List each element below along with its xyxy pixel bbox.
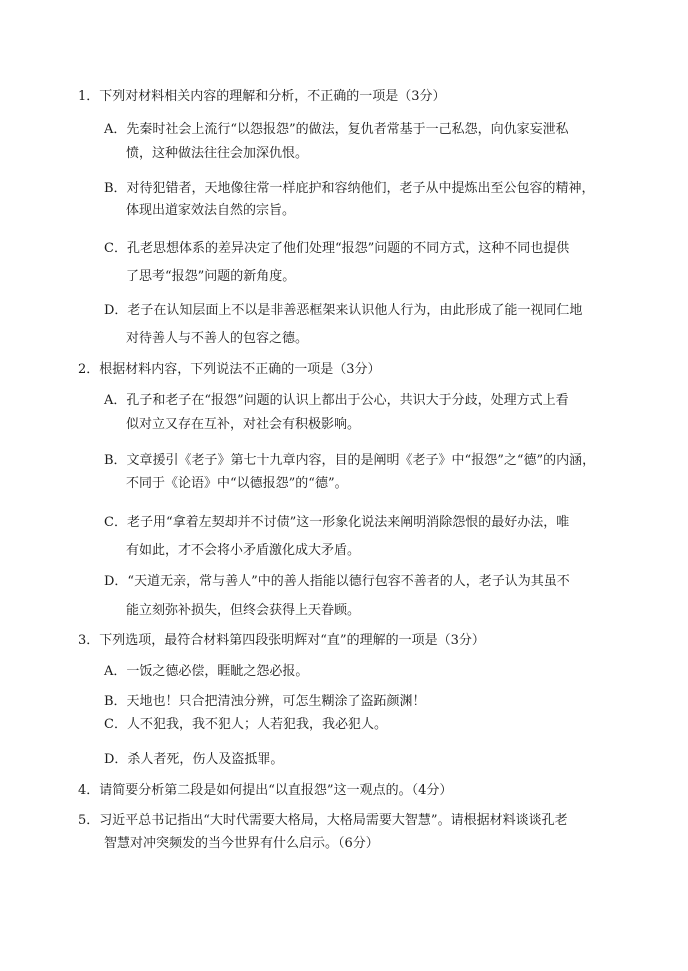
question-2-option-d-line-2: 能立刻弥补损失，但终会获得上天眷顾。 bbox=[126, 603, 361, 618]
question-2-option-a-line-1: A．孔子和老子在“报怨”问题的认识上都出于公心，共识大于分歧，处理方式上看 bbox=[104, 393, 569, 408]
question-1-option-d-line-1: D．老子在认知层面上不以是非善恶框架来认识他人行为，由此形成了能一视同仁地 bbox=[104, 303, 583, 318]
question-1-option-b-line-1: B．对待犯错者，天地像往常一样庇护和容纳他们，老子从中提炼出至公包容的精神， bbox=[104, 181, 595, 196]
question-2-stem: 2．根据材料内容，下列说法不正确的一项是（3分） bbox=[78, 362, 381, 377]
question-3-stem: 3．下列选项，最符合材料第四段张明辉对“直”的理解的一项是（3分） bbox=[78, 633, 485, 648]
question-1-option-b-line-2: 体现出道家效法自然的宗旨。 bbox=[126, 203, 296, 218]
question-3-option-a: A．一饭之德必偿，睚眦之怨必报。 bbox=[104, 664, 309, 679]
question-3-option-b: B．天地也！只合把清浊分辨，可怎生糊涂了盗跖颜渊！ bbox=[104, 694, 426, 709]
question-1-option-d-line-2: 对待善人与不善人的包容之德。 bbox=[126, 331, 309, 346]
question-5-stem-continued: 智慧对冲突频发的当今世界有什么启示。（6分） bbox=[104, 836, 379, 851]
question-3-option-d: D．杀人者死，伤人及盗抵罪。 bbox=[104, 752, 284, 767]
question-2-option-a-line-2: 似对立又存在互补，对社会有积极影响。 bbox=[126, 417, 361, 432]
question-1-stem: 1．下列对材料相关内容的理解和分析，不正确的一项是（3分） bbox=[78, 89, 446, 104]
question-3-option-c: C．人不犯我，我不犯人；人若犯我，我必犯人。 bbox=[104, 717, 387, 732]
question-1-option-a-line-2: 愤，这种做法往往会加深仇恨。 bbox=[126, 146, 309, 161]
question-5-stem: 5．习近平总书记指出“大时代需要大格局，大格局需要大智慧”。请根据材料谈谈孔老 bbox=[78, 813, 568, 828]
question-1-option-c-line-2: 了思考“报怨”问题的新角度。 bbox=[126, 269, 296, 284]
question-2-option-c-line-2: 有如此，才不会将小矛盾激化成大矛盾。 bbox=[126, 543, 361, 558]
question-2-option-d-line-1: D．“天道无亲，常与善人”中的善人指能以德行包容不善者的人，老子认为其虽不 bbox=[104, 574, 570, 589]
question-2-option-b-line-2: 不同于《论语》中“以德报怨”的“德”。 bbox=[126, 476, 348, 491]
question-4-stem: 4．请简要分析第二段是如何提出“以直报怨”这一观点的。（4分） bbox=[78, 783, 453, 798]
question-1-option-c-line-1: C．孔老思想体系的差异决定了他们处理“报怨”问题的不同方式，这种不同也提供 bbox=[104, 241, 570, 256]
question-2-option-b-line-1: B．文章援引《老子》第七十九章内容，目的是阐明《老子》中“报怨”之“德”的内涵， bbox=[104, 453, 596, 468]
question-1-option-a-line-1: A．先秦时社会上流行“以怨报怨”的做法，复仇者常基于一己私怨，向仇家妄泄私 bbox=[104, 122, 569, 137]
question-2-option-c-line-1: C．老子用“拿着左契却并不讨债”这一形象化说法来阐明消除怨恨的最好办法，唯 bbox=[104, 515, 570, 530]
